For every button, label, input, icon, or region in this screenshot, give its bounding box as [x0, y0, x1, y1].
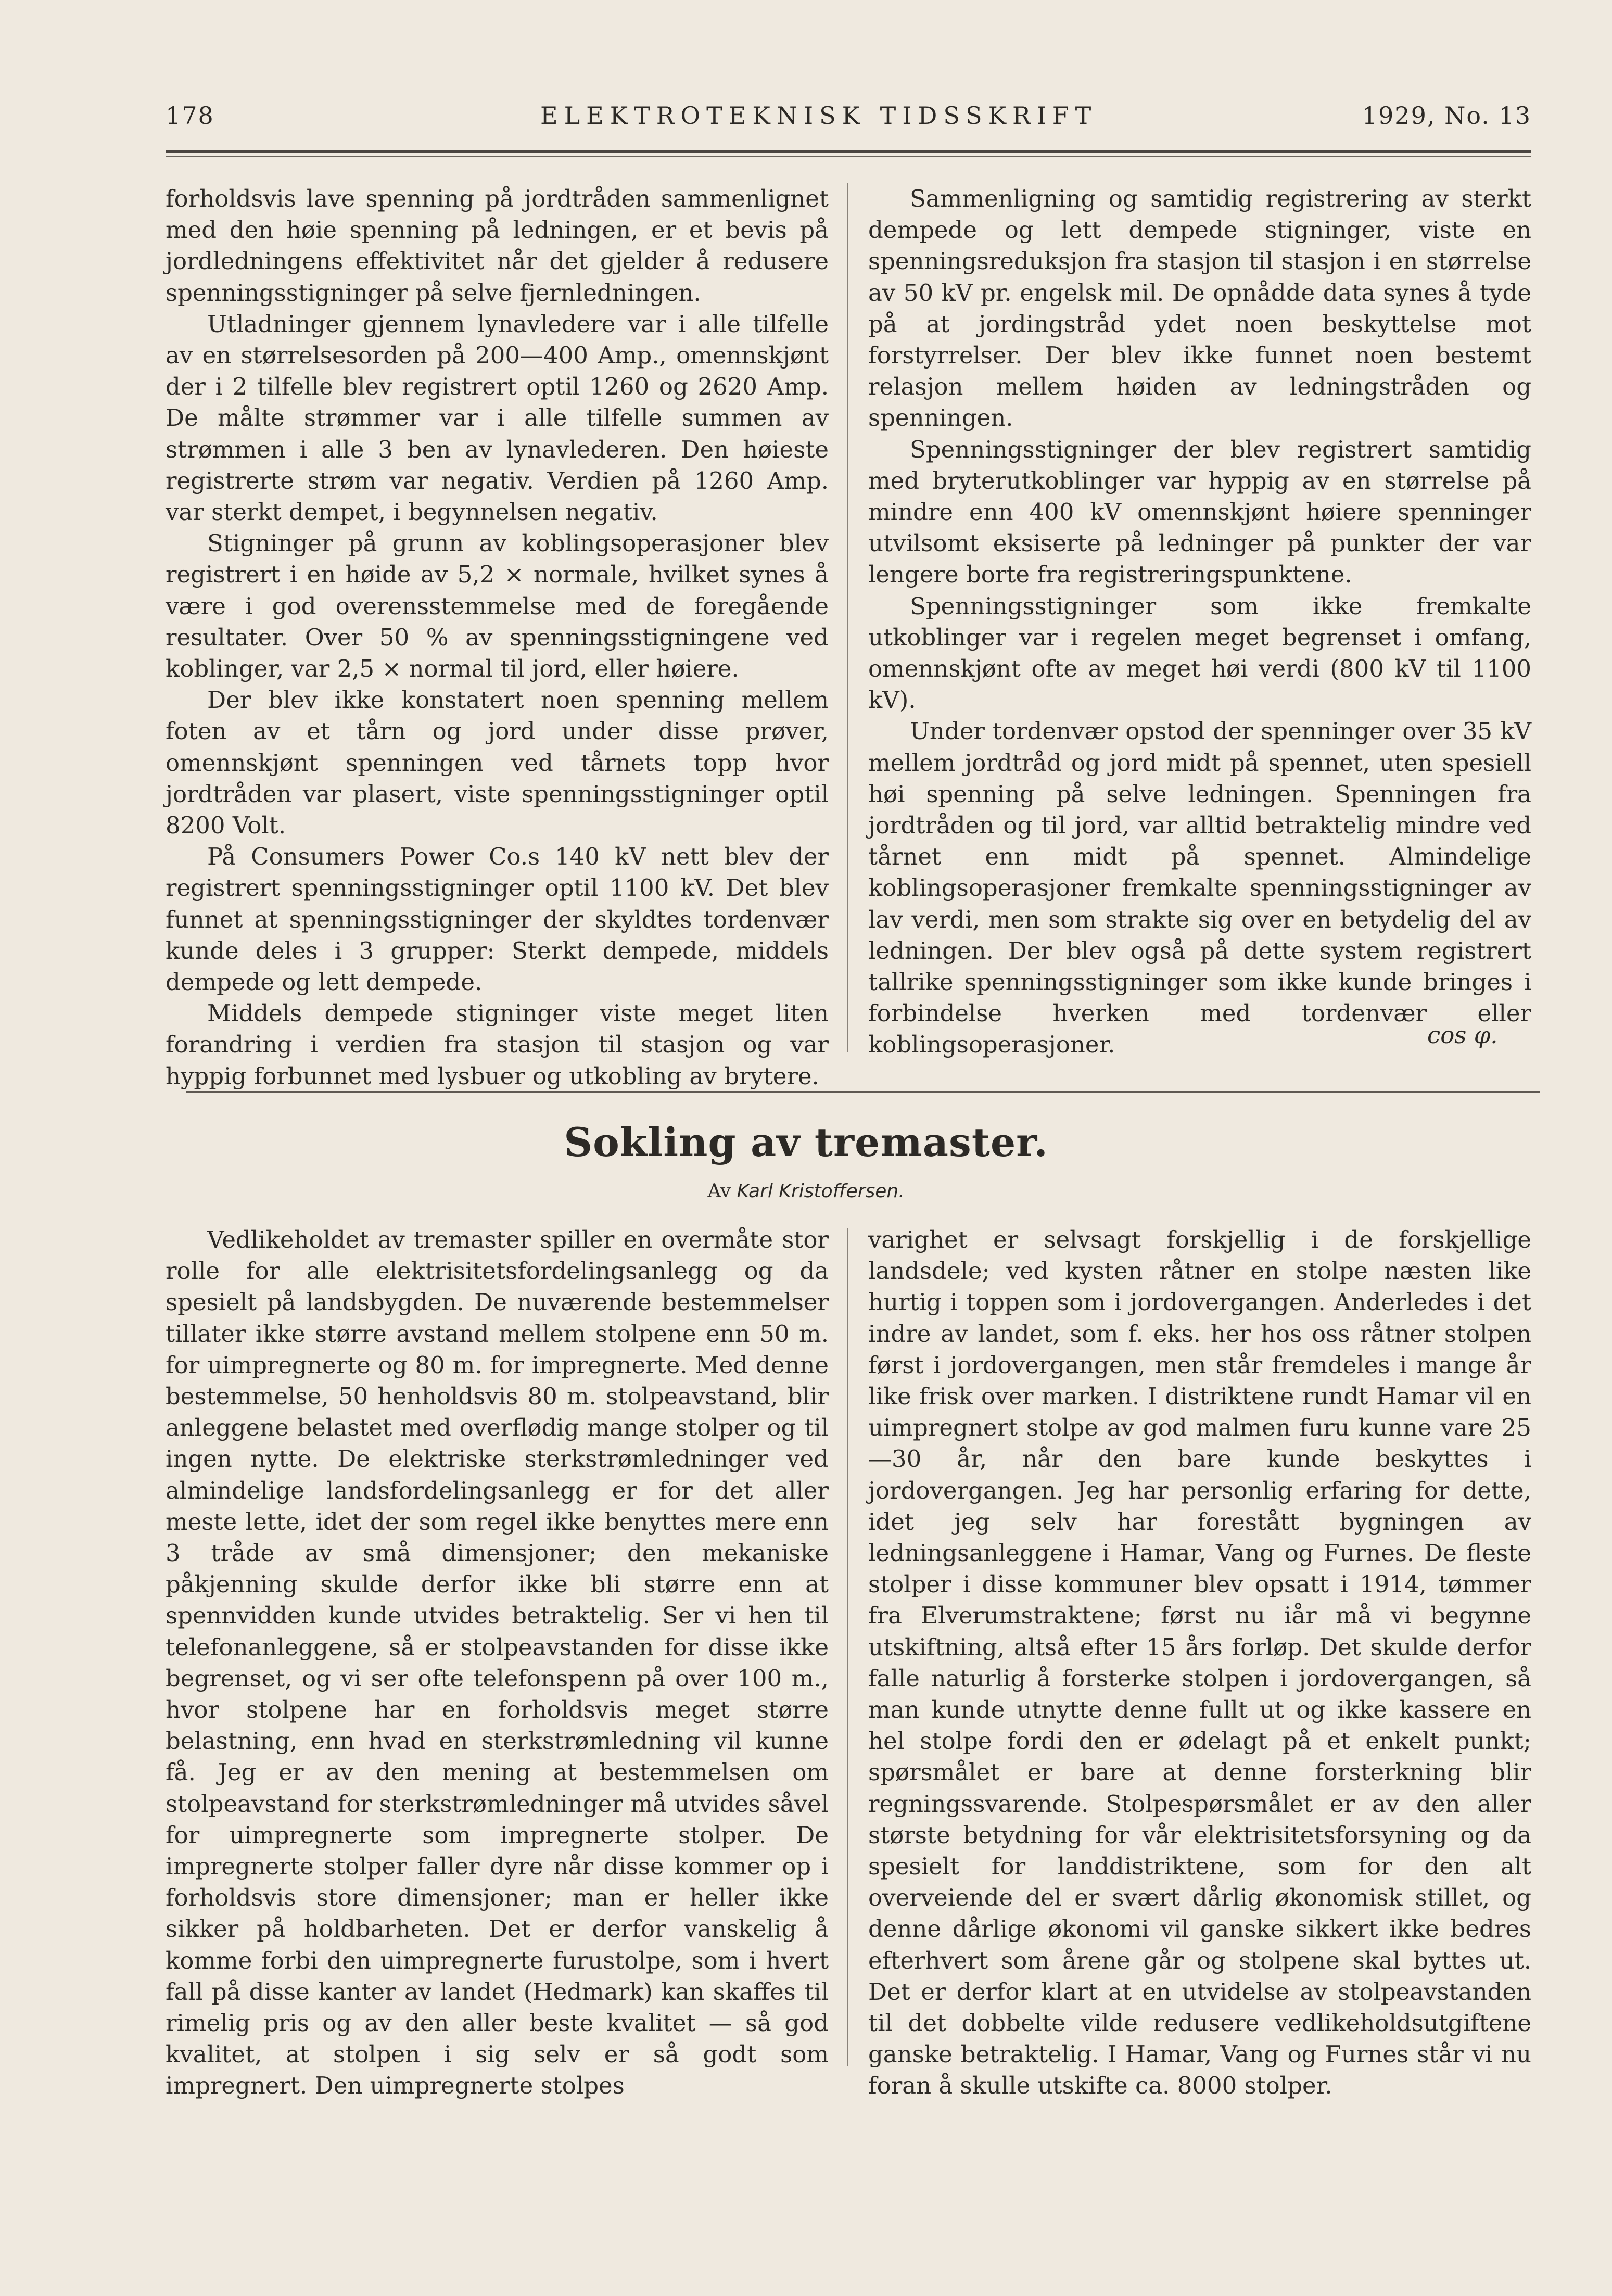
paragraph: forholdsvis lave spenning på jordtråden sammenlignet med den høie spenning på ledningen, er et bevis på jordledningens effektivitet når det gjelder å redusere spenningsstigninger på selve fjernledningen.	[166, 185, 829, 307]
running-header	[166, 102, 1531, 133]
paragraph: Der blev ikke konstatert noen spenning mellem foten av et tårn og jord under disse prøver, omennskjønt spenningen ved tårnets topp hvor jordtråden var plasert, viste spenningsstigninger optil 8200 Volt.	[166, 686, 829, 840]
upper-left-column	[166, 183, 829, 1092]
article-separator	[186, 1091, 1540, 1093]
header-rule	[166, 150, 1531, 153]
lower-right-column	[868, 1224, 1531, 2102]
paragraph: Stigninger på grunn av koblingsoperasjoner blev registrert i en høide av 5,2 × normale, hvilket synes å være i god overensstemmelse med de foregående resultater. Over 50 % av spenningsstigningene ved koblinger, var 2,5 × normal til jord, eller høiere.	[166, 529, 829, 683]
journal-title: ELEKTROTEKNISK TIDSSKRIFT	[540, 102, 1098, 130]
upper-right-column	[868, 183, 1531, 1061]
article-signature: cos φ.	[1427, 1021, 1498, 1049]
paragraph: Spenningsstigninger der blev registrert samtidig med bryterutkoblinger var hyppig av en størrelse på mindre enn 400 kV omennskjønt høiere spenninger utvilsomt eksiserte på ledninger på punkter der var lengere borte fra registreringspunktene.	[868, 435, 1531, 589]
paragraph: Utladninger gjennem lynavledere var i alle tilfelle av en størrelsesorden på 200—400 Amp., omennskjønt der i 2 tilfelle blev registrert optil 1260 og 2620 Amp. De målte strømmer var i alle tilfelle summen av strømmen i alle 3 ben av lynavlederen. Den høieste registrerte strøm var negativ. Verdien på 1260 Amp. var sterkt dempet, i begynnelsen negativ.	[166, 310, 829, 526]
author-name: Karl Kristoffersen.	[737, 1181, 905, 1202]
column-divider	[847, 1228, 848, 2066]
page-number: 178	[166, 102, 214, 130]
paragraph: Sammenligning og samtidig registrering av sterkt dempede og lett dempede stigninger, viste en spenningsreduksjon fra stasjon til stasjon i en størrelse av 50 kV pr. engelsk mil. De opnådde data synes å tyde på at jordingstråd ydet noen beskyttelse mot forstyrrelser. Der blev ikke funnet noen bestemt relasjon mellem høiden av ledningstråden og spenningen.	[868, 185, 1531, 432]
header-rule-thin	[166, 156, 1531, 157]
article-byline	[0, 1181, 1612, 1202]
article-title: Sokling av tremaster.	[564, 1119, 1048, 1165]
paragraph: Spenningsstigninger som ikke fremkalte utkoblinger var i regelen meget begrenset i omfang, omennskjønt ofte av meget høi verdi (800 kV til 1100 kV).	[868, 592, 1531, 714]
paragraph: På Consumers Power Co.s 140 kV nett blev der registrert spenningsstigninger optil 1100 kV. Det blev funnet at spenningsstigninger der skyldtes tordenvær kunde deles i 3 grupper: Sterkt dempede, middels dempede og lett dempede.	[166, 843, 829, 996]
lower-left-column	[166, 1224, 829, 2102]
byline-prefix: Av	[707, 1181, 731, 1202]
paragraph: Vedlikeholdet av tremaster spiller en overmåte stor rolle for alle elektrisitetsfordelingsanlegg og da spesielt på landsbygden. De nuværende bestemmelser tillater ikke større avstand mellem stolpene enn 50 m. for uimpregnerte og 80 m. for impregnerte. Med denne bestemmelse, 50 henholdsvis 80 m. stolpeavstand, blir anleggene belastet med overflødig mange stolper og til ingen nytte. De elektriske sterkstrømledninger ved almindelige landsfordelingsanlegg er for det aller meste lette, idet der som regel ikke benyttes mere enn 3 tråde av små dimensjoner; den mekaniske påkjenning skulde derfor ikke bli større enn at spennvidden kunde utvides betraktelig. Ser vi hen til telefonanleggene, så er stolpeavstanden for disse ikke begrenset, og vi ser ofte telefonspenn på over 100 m., hvor stolpene har en forholdsvis meget større belastning, enn hvad en sterkstrømledning vil kunne få. Jeg er av den mening at bestemmelsen om stolpeavstand for sterkstrømledninger må utvides såvel for uimpregnerte som impregnerte stolper. De impregnerte stolper faller dyre når disse kommer op i forholdsvis store dimensjoner; man er heller ikke sikker på holdbarheten. Det er derfor vanskelig å komme forbi den uimpregnerte furustolpe, som i hvert fall på disse kanter av landet (Hedmark) kan skaffes til rimelig pris og av den aller beste kvalitet — så god kvalitet, at stolpen i sig selv er så godt som impregnert. Den uimpregnerte stolpes	[166, 1226, 829, 2100]
paragraph: varighet er selvsagt forskjellig i de forskjellige landsdele; ved kysten råtner en stolpe næsten like hurtig i toppen som i jordovergangen. Anderledes i det indre av landet, som f. eks. her hos oss råtner stolpen først i jordovergangen, men står fremdeles i mange år like frisk over marken. I distriktene rundt Hamar vil en uimpregnert stolpe av god malmen furu kunne vare 25—30 år, når den bare kunde beskyttes i jordovergangen. Jeg har personlig erfaring for dette, idet jeg selv har forestått bygningen av ledningsanleggene i Hamar, Vang og Furnes. De fleste stolper i disse kommuner blev opsatt i 1914, tømmer fra Elverumstraktene; først nu iår må vi begynne utskiftning, altså efter 15 års forløp. Det skulde derfor falle naturlig å forsterke stolpen i jordovergangen, så man kunde utnytte denne fullt ut og ikke kassere en hel stolpe fordi den er ødelagt på et enkelt punkt; spørsmålet er bare at denne forsterkning blir regningssvarende. Stolpespørsmålet er av den aller største betydning for vår elektrisitetsforsyning og da spesielt for landdistriktene, som for den alt overveiende del er svært dårlig økonomisk stillet, og denne dårlige økonomi vil ganske sikkert ikke bedres efterhvert som årene går og stolpene skal byttes ut. Det er derfor klart at en utvidelse av stolpeavstanden til det dobbelte vilde redusere vedlikeholdsutgiftene ganske betraktelig. I Hamar, Vang og Furnes står vi nu foran å skulle utskifte ca. 8000 stolper.	[868, 1226, 1531, 2100]
paragraph: Middels dempede stigninger viste meget liten forandring i verdien fra stasjon til stasjon og var hyppig forbunnet med lysbuer og utkobling av brytere.	[166, 999, 829, 1090]
issue-number: 1929, No. 13	[1362, 102, 1531, 130]
column-divider	[847, 183, 848, 1052]
paragraph: Under tordenvær opstod der spenninger over 35 kV mellem jordtråd og jord midt på spennet, uten spesiell høi spenning på selve ledningen. Spenningen fra jordtråden og til jord, var alltid betraktelig mindre ved tårnet enn midt på spennet. Almindelige koblingsoperasjoner fremkalte spenningsstigninger av lav verdi, men som strakte sig over en betydelig del av ledningen. Der blev også på dette system registrert tallrike spenningsstigninger som ikke kunde bringes i forbindelse hverken med tordenvær eller koblingsoperasjoner.	[868, 717, 1531, 1059]
